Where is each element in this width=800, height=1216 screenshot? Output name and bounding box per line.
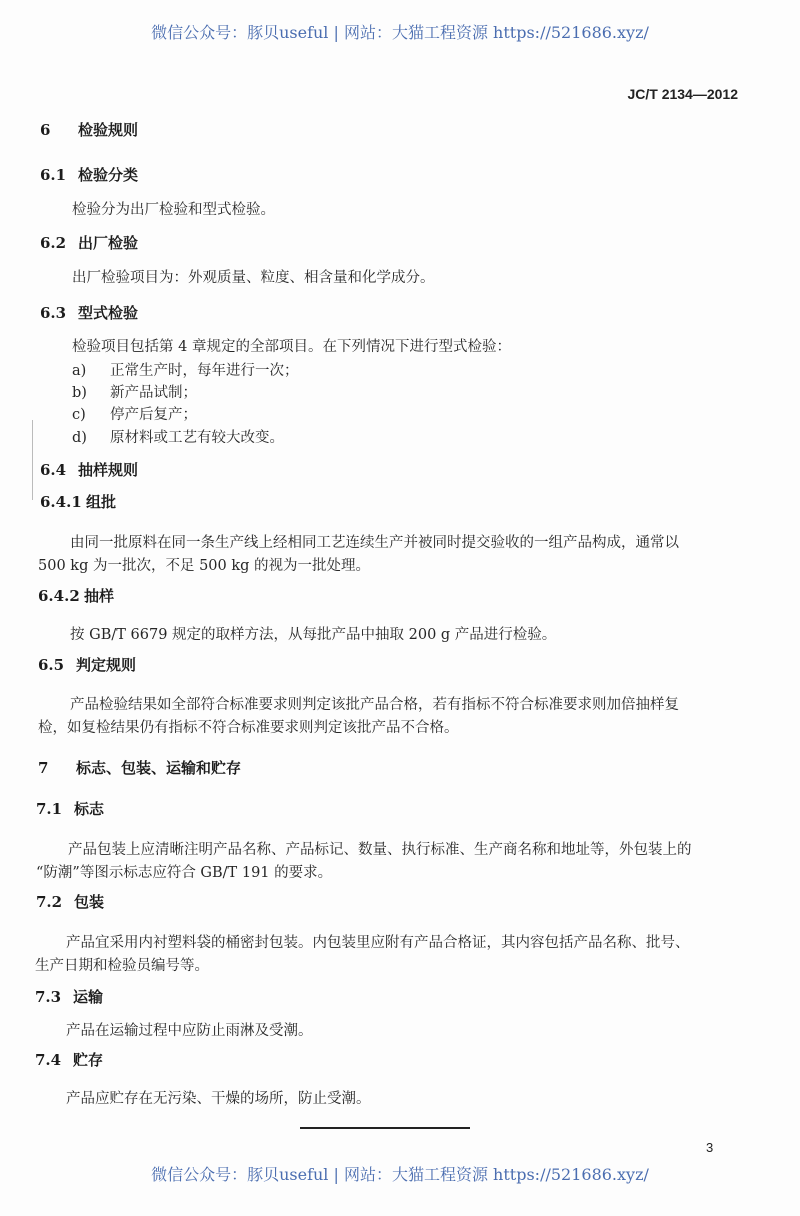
section-title: 标志、包装、运输和贮存 bbox=[76, 759, 242, 777]
section-title: 检验规则 bbox=[78, 121, 139, 139]
end-rule bbox=[300, 1127, 470, 1129]
section-title: 包装 bbox=[74, 893, 105, 911]
list-marker: b) bbox=[72, 385, 87, 401]
section-number: 6.4 bbox=[40, 461, 67, 479]
paragraph-line: “防潮”等图示标志应符合 GB/T 191 的要求。 bbox=[36, 865, 333, 881]
list-item bbox=[72, 426, 284, 447]
list-item bbox=[72, 359, 299, 380]
section-title: 抽样 bbox=[84, 587, 115, 605]
paragraph: 产品应贮存在无污染、干燥的场所，防止受潮。 bbox=[66, 1091, 371, 1107]
section-7-heading bbox=[38, 757, 241, 778]
section-title: 贮存 bbox=[73, 1051, 104, 1069]
section-title: 组批 bbox=[86, 493, 117, 511]
section-number: 6.2 bbox=[40, 234, 67, 252]
paragraph-line: 产品宜采用内衬塑料袋的桶密封包装。内包装里应附有产品合格证，其内容包括产品名称、批号、 bbox=[66, 935, 690, 951]
section-number: 6.1 bbox=[40, 166, 67, 184]
section-6-3-heading bbox=[40, 302, 138, 323]
scan-edge bbox=[32, 420, 33, 500]
paragraph-line: 由同一批原料在同一条生产线上经相同工艺连续生产并被同时提交验收的一组产品构成，通常以 bbox=[70, 535, 679, 551]
section-number: 7.4 bbox=[35, 1051, 62, 1069]
paragraph: 出厂检验项目为：外观质量、粒度、相含量和化学成分。 bbox=[72, 270, 435, 286]
section-6-4-1-heading bbox=[40, 491, 116, 512]
section-6-5-heading bbox=[38, 654, 136, 675]
section-number: 6.4.1 bbox=[40, 493, 82, 511]
section-number: 6.4.2 bbox=[38, 587, 80, 605]
list-item bbox=[72, 403, 197, 424]
section-title: 标志 bbox=[74, 800, 105, 818]
section-6-heading bbox=[40, 119, 138, 140]
page-number: 3 bbox=[706, 1140, 714, 1155]
watermark-header: 微信公众号：豚贝useful | 网站：大猫工程资源 https://521686.xyz/ bbox=[151, 23, 649, 42]
paragraph: 检验分为出厂检验和型式检验。 bbox=[72, 202, 275, 218]
paragraph-line: 产品检验结果如全部符合标准要求则判定该批产品合格，若有指标不符合标准要求则加倍抽样复 bbox=[70, 697, 679, 713]
section-7-4-heading bbox=[35, 1049, 103, 1070]
section-title: 抽样规则 bbox=[78, 461, 139, 479]
list-text: 正常生产时，每年进行一次； bbox=[110, 363, 299, 379]
paragraph: 检验项目包括第 4 章规定的全部项目。在下列情况下进行型式检验： bbox=[72, 339, 511, 355]
section-title: 出厂检验 bbox=[78, 234, 139, 252]
section-title: 检验分类 bbox=[78, 166, 139, 184]
section-6-2-heading bbox=[40, 232, 138, 253]
paragraph-line: 检，如复检结果仍有指标不符合标准要求则判定该批产品不合格。 bbox=[38, 720, 459, 736]
section-7-2-heading bbox=[36, 891, 104, 912]
section-7-1-heading bbox=[36, 798, 104, 819]
standard-code: JC/T 2134—2012 bbox=[627, 86, 738, 102]
list-text: 新产品试制； bbox=[110, 385, 197, 401]
list-marker: c) bbox=[72, 407, 86, 423]
list-text: 停产后复产； bbox=[110, 407, 197, 423]
section-number: 7 bbox=[38, 759, 49, 777]
list-item bbox=[72, 381, 197, 402]
paragraph-line: 产品包装上应清晰注明产品名称、产品标记、数量、执行标准、生产商名称和地址等，外包装上的 bbox=[68, 842, 692, 858]
paragraph-line: 500 kg 为一批次，不足 500 kg 的视为一批处理。 bbox=[38, 558, 371, 574]
section-6-4-heading bbox=[40, 459, 138, 480]
paragraph-line: 生产日期和检验员编号等。 bbox=[35, 958, 209, 974]
section-6-4-2-heading bbox=[38, 585, 114, 606]
paragraph: 产品在运输过程中应防止雨淋及受潮。 bbox=[66, 1023, 313, 1039]
section-number: 7.1 bbox=[36, 800, 63, 818]
section-number: 6 bbox=[40, 121, 51, 139]
section-7-3-heading bbox=[35, 986, 103, 1007]
section-title: 运输 bbox=[73, 988, 104, 1006]
section-number: 6.3 bbox=[40, 304, 67, 322]
list-marker: d) bbox=[72, 430, 87, 446]
section-title: 型式检验 bbox=[78, 304, 139, 322]
section-number: 7.3 bbox=[35, 988, 62, 1006]
section-number: 6.5 bbox=[38, 656, 65, 674]
watermark-footer: 微信公众号：豚贝useful | 网站：大猫工程资源 https://521686.xyz/ bbox=[151, 1165, 649, 1184]
list-text: 原材料或工艺有较大改变。 bbox=[110, 430, 284, 446]
section-number: 7.2 bbox=[36, 893, 63, 911]
list-marker: a) bbox=[72, 363, 87, 379]
paragraph: 按 GB/T 6679 规定的取样方法，从每批产品中抽取 200 g 产品进行检验。 bbox=[70, 627, 557, 643]
section-6-1-heading bbox=[40, 164, 138, 185]
section-title: 判定规则 bbox=[76, 656, 137, 674]
